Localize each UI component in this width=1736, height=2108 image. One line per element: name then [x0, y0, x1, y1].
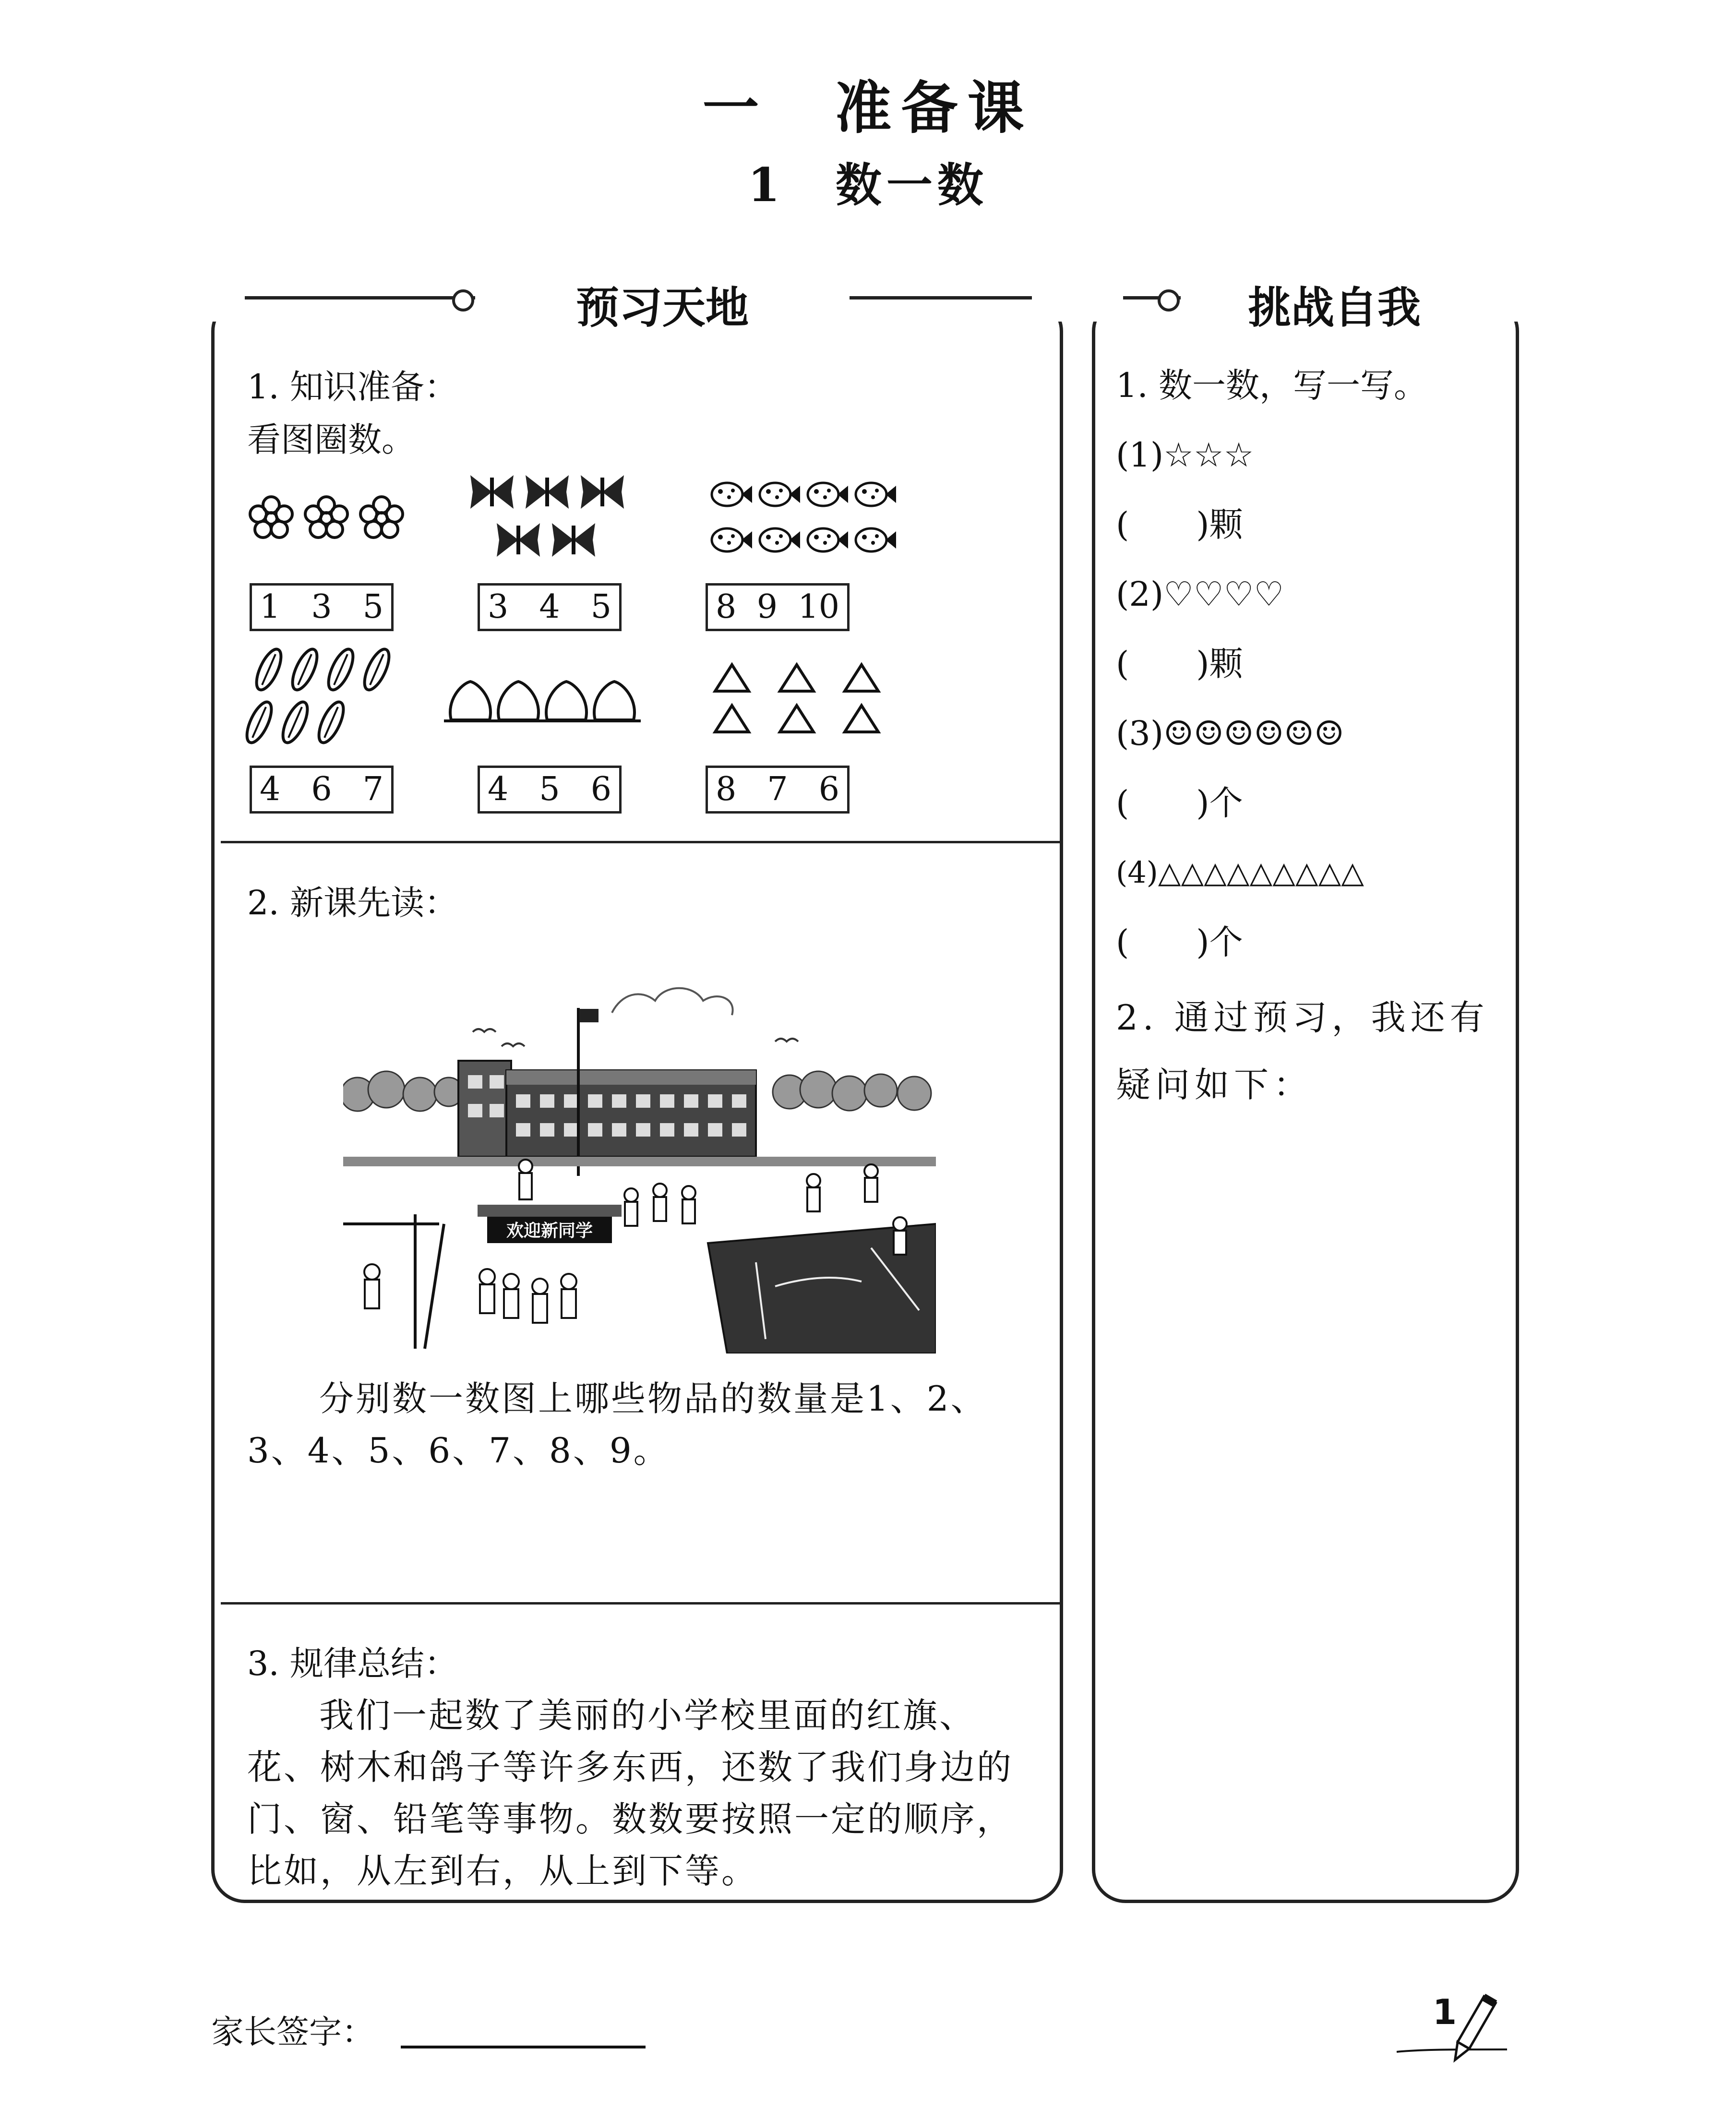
peach-icon	[442, 674, 643, 727]
section-2-text: 分别数一数图上哪些物品的数量是1、2、3、4、5、6、7、8、9。	[247, 1378, 987, 1471]
section-2-title: 2. 新课先读：	[247, 883, 458, 922]
choice-number[interactable]: 6	[818, 770, 839, 808]
choice-box	[706, 766, 850, 814]
pencil-icon	[1392, 1977, 1526, 2064]
answer-blank[interactable]: ( )颗	[1116, 644, 1243, 683]
choice-number[interactable]: 7	[767, 770, 788, 808]
section-1-title: 1. 知识准备：	[247, 367, 458, 407]
choice-number[interactable]: 3	[488, 588, 509, 626]
choice-box	[250, 766, 394, 814]
question-1-title: 1. 数一数，写一写。	[1116, 366, 1428, 405]
choice-box	[478, 766, 622, 814]
lesson-title: 1 数一数	[748, 158, 988, 212]
challenge-heading: 挑战自我	[1181, 273, 1488, 335]
answer-blank[interactable]: ( )个	[1116, 783, 1243, 823]
choice-number[interactable]: 5	[590, 588, 611, 626]
star-row-label: (1)☆☆☆	[1116, 435, 1254, 475]
flower-icon	[245, 492, 408, 545]
answer-blank[interactable]: ( )个	[1116, 922, 1243, 962]
choice-number[interactable]: 4	[488, 770, 509, 808]
parent-signature-label: 家长签字：	[211, 2013, 375, 2051]
preview-heading: 预习天地	[475, 273, 850, 335]
choice-number[interactable]: 3	[311, 588, 332, 626]
section-divider	[221, 1602, 1060, 1605]
choice-number[interactable]: 8	[716, 770, 737, 808]
smiley-row-label: (3)☺☺☺☺☺☺	[1116, 714, 1344, 753]
choice-number[interactable]: 4	[539, 588, 560, 626]
choice-number[interactable]: 5	[539, 770, 560, 808]
welcome-banner: 欢迎新同学	[506, 1221, 593, 1241]
leaf-icon	[240, 643, 403, 749]
triangle-icon	[706, 658, 888, 739]
heart-row-label: (2)♡♡♡♡	[1116, 575, 1284, 614]
choice-number[interactable]: 7	[362, 770, 383, 808]
choice-box	[250, 583, 394, 631]
choice-number[interactable]: 9	[756, 588, 778, 626]
question-2-title: 2. 通过预习，我还有疑问如下：	[1116, 997, 1489, 1105]
choice-number[interactable]: 4	[260, 770, 281, 808]
choice-number[interactable]: 6	[590, 770, 611, 808]
choice-number[interactable]: 5	[362, 588, 383, 626]
chapter-title: 一 准备课	[702, 74, 1034, 141]
section-1-instruction: 看图圈数。	[247, 420, 415, 459]
section-3-title: 3. 规律总结：	[247, 1644, 458, 1683]
choice-box	[706, 583, 850, 631]
choice-number[interactable]: 10	[798, 588, 839, 626]
school-illustration	[343, 974, 936, 1353]
choice-number[interactable]: 8	[716, 588, 737, 626]
section-divider	[221, 841, 1060, 843]
section-3-text: 我们一起数了美丽的小学校里面的红旗、花、树木和鸽子等许多东西，还数了我们身边的门、窗、铅笔等事物。数数要按照一定的顺序，比如，从左到右，从上到下等。	[247, 1695, 1014, 1891]
choice-number[interactable]: 1	[260, 588, 281, 626]
choice-number[interactable]: 6	[311, 770, 332, 808]
triangle-row-label: (4)△△△△△△△△△	[1116, 855, 1364, 890]
page-number: 1	[1433, 1992, 1457, 2032]
signature-line[interactable]	[401, 2046, 646, 2048]
fish-icon	[706, 473, 907, 564]
choice-box	[478, 583, 622, 631]
butterfly-icon	[466, 468, 629, 569]
answer-blank[interactable]: ( )颗	[1116, 505, 1243, 544]
